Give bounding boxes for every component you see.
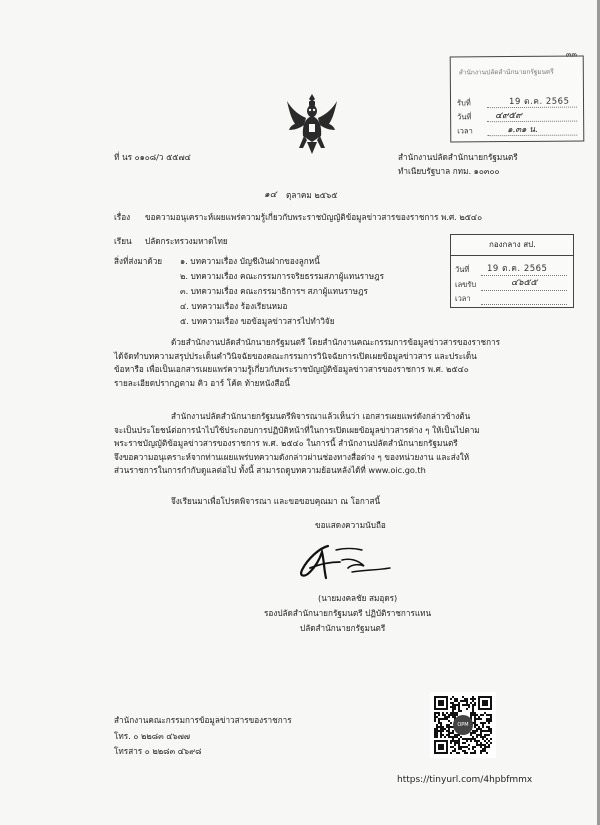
qr-url-link[interactable]: https://tinyurl.com/4hpbfmmx (397, 775, 533, 785)
closing-text: จึงเรียนมาเพื่อโปรดพิจารณา และขอขอบคุณมา ณ โอกาสนี้ (171, 496, 381, 506)
paragraph-line: พระราชบัญญัติข้อมูลข่าวสารของราชการ พ.ศ. ๒๕๔๐ ในการนี้ สำนักงานปลัดสำนักนายกรัฐมนตรี (114, 438, 458, 448)
stamp-top-date-label: วันที่ (457, 112, 472, 122)
subject-label: เรื่อง (114, 212, 131, 222)
paragraph-line: ด้วยสำนักงานปลัดสำนักนายกรัฐมนตรี โดยสำนักงานคณะกรรมการข้อมูลข่าวสารของราชการ (171, 337, 501, 347)
sender-office: สำนักงานปลัดสำนักนายกรัฐมนตรี (398, 152, 518, 162)
enclosure-item: ๔. บทความเรื่อง ร้องเรียนหมอ (180, 301, 288, 311)
stamp-mid-date-label: วันที่ (455, 265, 470, 274)
receipt-stamp-middle (450, 234, 574, 308)
contact-tel: โทร. ๐ ๒๒๘๓ ๔๖๗๗ (114, 731, 191, 741)
qr-center-badge (453, 715, 473, 735)
stamp-top-org: สำนักงานปลัดสำนักนายกรัฐมนตรี (458, 67, 554, 77)
stamp-mid-time-label: เวลา (455, 294, 471, 303)
qr-center-label: OPM (457, 722, 469, 728)
reference-number: ที่ นร ๐๑๐๘/ว ๕๕๗๔ (114, 152, 191, 162)
to-label: เรียน (114, 236, 132, 246)
enclosure-item: ๑. บทความเรื่อง บัญชีเงินฝากของลูกหนี้ (180, 256, 320, 266)
paragraph-line: ส่วนราชการในการกำกับดูแลต่อไป ทั้งนี้ สามารถดูบทความย้อนหลังได้ที่ www.oic.go.th (114, 465, 426, 475)
stamp-mid-no-label: เลขรับ (455, 280, 477, 289)
corner-mark: ๓๓ (566, 50, 577, 59)
stamp-mid-date-value: 19 ต.ค. 2565 (487, 264, 548, 274)
stamp-mid-org: กองกลาง สป. (489, 240, 536, 249)
signer-title-1: รองปลัดสำนักนายกรัฐมนตรี ปฏิบัติราชการแทน (264, 608, 432, 618)
paragraph-line: ข้อหารือ เพื่อเป็นเอกสารเผยแพร่ความรู้เกี่ยวกับพระราชบัญญัติข้อมูลข่าวสารของราชการ พ.ศ. ๒๕๔๐ (114, 364, 469, 374)
body-paragraph-1 (114, 336, 514, 390)
sender-address: ทำเนียบรัฐบาล กทม. ๑๐๓๐๐ (398, 166, 500, 176)
regards-text: ขอแสดงความนับถือ (315, 520, 386, 530)
signer-title-2: ปลัดสำนักนายกรัฐมนตรี (300, 623, 386, 633)
paragraph-line: จะเป็นประโยชน์ต่อการนำไปใช้ประกอบการปฏิบัติหน้าที่ในการเปิดเผยข้อมูลข่าวสารต่าง ๆ ให้เป็นไปตาม (114, 424, 480, 435)
stamp-mid-received-no: ๔๖๕๕ (511, 278, 538, 288)
paragraph-line: ได้จัดทำบทความสรุปประเด็นคำวินิจฉัยของคณะกรรมการวินิจฉัยการเปิดเผยข้อมูลข่าวสาร และประเด็น (114, 350, 477, 361)
stamp-top-received-label: รับที่ (456, 98, 471, 108)
paragraph-line: สำนักงานปลัดสำนักนายกรัฐมนตรีพิจารณาแล้วเห็นว่า เอกสารเผยแพร่ดังกล่าวข้างต้น (171, 411, 471, 421)
body-paragraph-2 (114, 410, 514, 478)
enclosure-item: ๒. บทความเรื่อง คณะกรรมการจริยธรรมสภาผู้แทนราษฎร (180, 271, 385, 281)
enclosure-item: ๕. บทความเรื่อง ขอข้อมูลข่าวสารไปทำวิจัย (180, 316, 335, 326)
stamp-top-received-no: ๔๙๕๙ (495, 110, 522, 122)
paragraph-line: รายละเอียดปรากฏตาม คิว อาร์ โค้ด ท้ายหนังสือนี้ (114, 377, 290, 388)
stamp-top-time-value: ๑.๓๑ น. (507, 124, 538, 136)
stamp-top-time-label: เวลา (457, 126, 473, 136)
signer-name: (นายมงคลชัย สมอุดร) (318, 593, 398, 603)
enclosure-item: ๓. บทความเรื่อง คณะกรรมาธิการฯ สภาผู้แทนราษฎร (180, 286, 368, 296)
contact-fax: โทรสาร ๐ ๒๒๘๓ ๔๖๙๘ (114, 746, 202, 756)
to-text: ปลัดกระทรวงมหาดไทย (145, 236, 228, 246)
contact-office: สำนักงานคณะกรรมการข้อมูลข่าวสารของราชการ (114, 715, 292, 725)
receipt-stamp-top (450, 56, 585, 143)
date-day: ๑๔ (264, 190, 277, 200)
signature-icon (290, 538, 400, 586)
stamp-top-date-value: 19 ต.ค. 2565 (508, 96, 570, 108)
date-month-year: ตุลาคม ๒๕๖๕ (286, 190, 338, 200)
subject-text: ขอความอนุเคราะห์เผยแพร่ความรู้เกี่ยวกับพระราชบัญญัติข้อมูลข่าวสารของราชการ พ.ศ. ๒๕๔๐ (145, 212, 483, 222)
garuda-emblem-icon (285, 92, 339, 156)
paragraph-line: จึงขอความอนุเคราะห์จากท่านเผยแพร่บทความดังกล่าวผ่านช่องทางสื่อต่าง ๆ ของหน่วยงาน และส่งให้ (114, 451, 470, 462)
enclosure-label: สิ่งที่ส่งมาด้วย (114, 256, 163, 266)
